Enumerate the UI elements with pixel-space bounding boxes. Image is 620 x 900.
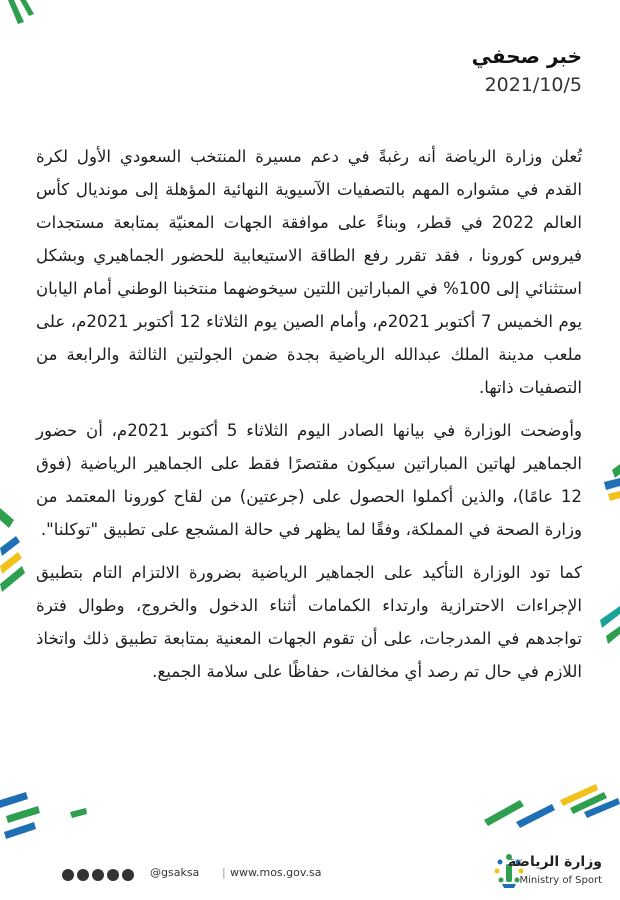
instagram-icon[interactable]	[122, 869, 134, 881]
press-header	[472, 44, 582, 96]
paragraph-2: وأوضحت الوزارة في بيانها الصادر اليوم الثلاثاء 5 أكتوبر 2021م، أن حضور الجماهير لهاتين المباراتين سيكون مقتصرًا فقط على الجماهير الرياضية (فوق 12 عامًا)، والذين أكملوا الحصول على (جرعتين) من لقاح كورونا المعتمد من وزارة الصحة في المملكة، وفقًا لما يظهر في حالة المشجع على تطبيق "توكلنا".	[36, 421, 583, 539]
stripe-green-bottom-left	[6, 806, 40, 823]
paragraph-1: تُعلن وزارة الرياضة أنه رغبةً في دعم مسيرة المنتخب السعودي الأول لكرة القدم في مشواره المهم بالتصفيات الآسيوية النهائية المؤهلة إلى مونديال كأس العالم 2022 في قطر، وبناءً على موافقة الجهات المعنيّة بمتابعة مستجدات فيروس كورونا ، فقد تقرر رفع الطاقة الاستيعابية للحضور الجماهيري وبشكل استثنائي إلى 100% في المباراتين اللتين سيخوضهما منتخبنا الوطني أمام اليابان يوم الخميس 7 أكتوبر 2021م، وأمام الصين يوم الثلاثاء 12 أكتوبر 2021م، على ملعب مدينة الملك عبدالله الرياضية بجدة ضمن الجولتين الثالثة والرابعة من التصفيات ذاتها.	[36, 147, 582, 397]
social-handle[interactable]: @gsaksa	[150, 866, 200, 879]
footer	[0, 840, 620, 900]
stripe-teal-right	[600, 606, 620, 628]
stripe-green-right	[612, 464, 620, 478]
paragraph-3: كما تود الوزارة التأكيد على الجماهير الرياضية بضرورة الالتزام التام بتطبيق الإجراءات الاحترازية وارتداء الكمامات أثناء الدخول والخروج، وطوال فترة تواجدهم في المدرجات، على أن تقوم الجهات المعنية بمتابعة تطبيق ذلك واتخاذ اللازم في حال تم رصد أي مخالفات، حفاظًا على سلامة الجميع.	[36, 563, 582, 681]
ministry-logo	[492, 848, 602, 894]
stripe-green-right-2	[606, 626, 620, 644]
logo-english-name: Ministry of Sport	[519, 875, 602, 886]
youtube-icon[interactable]	[92, 869, 104, 881]
stripe-green-left	[0, 508, 14, 528]
stripe-green-bottom-left-2	[70, 808, 87, 818]
stripe-blue-bottom-left-2	[4, 822, 36, 839]
logo-arabic-name: وزارة الرياضة	[507, 854, 602, 870]
stripe-blue-bottom-left	[0, 792, 28, 808]
snapchat-icon[interactable]	[107, 869, 119, 881]
stripe-blue-right	[604, 478, 620, 490]
facebook-icon[interactable]	[62, 869, 74, 881]
stripe-green-top-left-2	[20, 0, 34, 16]
website-link[interactable]: www.mos.gov.sa	[230, 866, 322, 879]
press-body	[36, 140, 582, 698]
footer-separator: |	[222, 866, 226, 879]
stripe-blue-bottom-right	[516, 804, 555, 828]
stripe-yellow-right	[608, 491, 620, 501]
document-date: 2021/10/5	[484, 74, 582, 96]
document-kind: خبر صحفي	[471, 44, 582, 68]
twitter-icon[interactable]	[77, 869, 89, 881]
stripe-green-top-left	[8, 0, 24, 24]
social-icons	[62, 869, 134, 881]
